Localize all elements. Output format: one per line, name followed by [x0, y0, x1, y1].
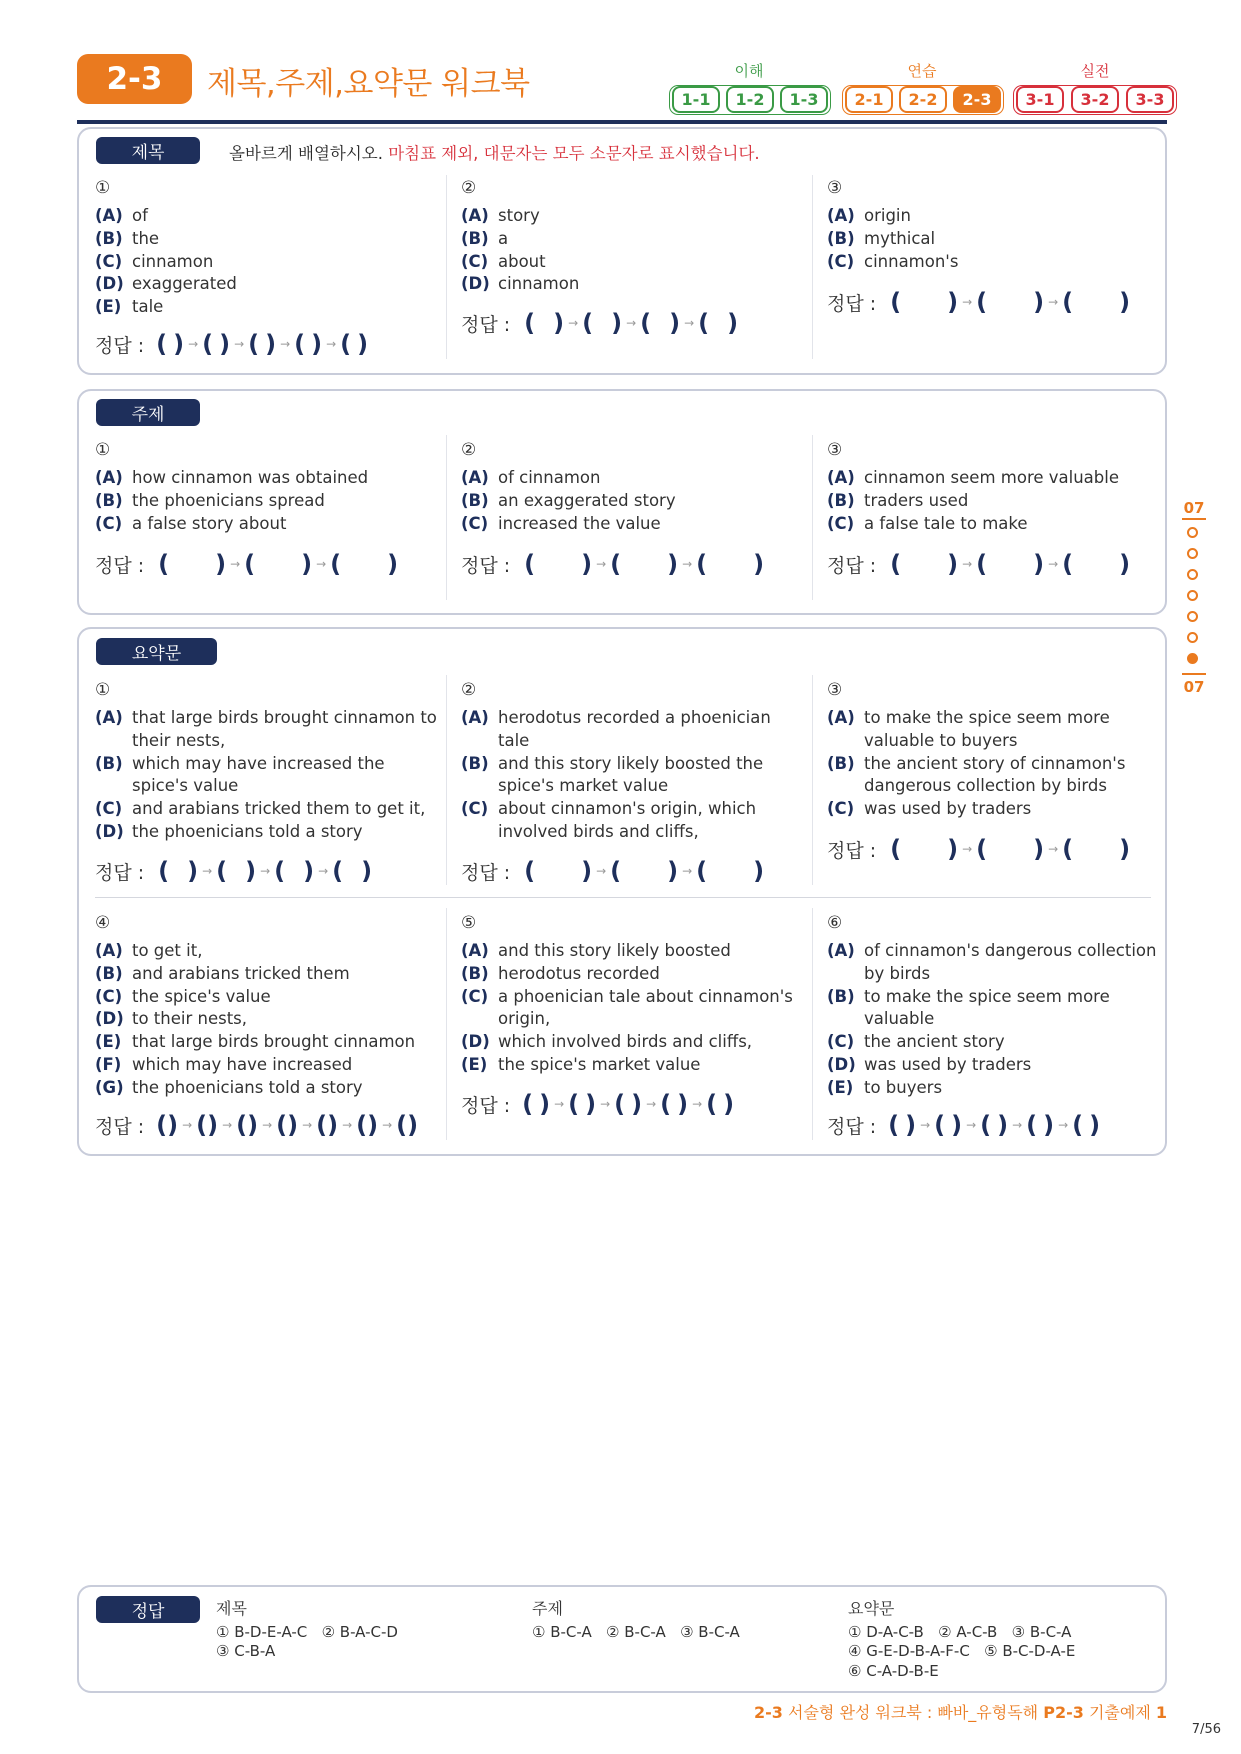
- answer-blanks[interactable]: 정답 : ( ) → ( ) → ( ): [95, 550, 399, 578]
- word-item: (A) story: [461, 206, 540, 225]
- word-item: (D) cinnamon: [461, 274, 580, 294]
- phrase-item: (F) which may have increased: [95, 1054, 353, 1074]
- phrase-item: (A) that large birds brought cinnamon to their nests,: [95, 708, 437, 750]
- word-item: (A) origin: [827, 206, 911, 225]
- nav-button-2-3[interactable]: 2-3: [953, 86, 1001, 113]
- phrase-item: (B) the phoenicians spread: [95, 490, 325, 510]
- phrase-item: (A) how cinnamon was obtained: [95, 468, 369, 487]
- instruction-note: 마침표 제외, 대문자는 모두 소문자로 표시했습니다.: [388, 144, 760, 163]
- phrase-item: (C) the ancient story: [827, 1032, 1005, 1052]
- phrase-item: (C) a false tale to make: [827, 513, 1028, 533]
- phrase-item: (C) about cinnamon's origin, which involved birds and cliffs,: [461, 799, 757, 841]
- word-item: (C) cinnamon's: [827, 251, 959, 271]
- section-label-topic: 주제: [96, 399, 200, 426]
- progress-dot: [1187, 569, 1198, 580]
- problem-number: ①: [95, 680, 111, 700]
- section-label-title: 제목: [96, 137, 200, 164]
- phrase-item: (B) herodotus recorded: [461, 963, 660, 983]
- nav-button-3-3[interactable]: 3-3: [1126, 86, 1174, 113]
- phrase-list: [95, 707, 438, 844]
- phrase-item: (C) increased the value: [461, 513, 661, 533]
- answer-blanks[interactable]: 정답 : ( ) → ( ) → ( ) → ( ) → ( ): [95, 330, 369, 358]
- problem-number: ②: [461, 178, 477, 198]
- phrase-item: (A) herodotus recorded a phoenician tale: [461, 708, 771, 750]
- side-rule: [1182, 673, 1206, 675]
- phrase-list: [95, 940, 438, 1100]
- nav-button-2-1[interactable]: 2-1: [845, 86, 893, 113]
- answer-key-line: ① B-C-A ② B-C-A ③ B-C-A: [532, 1623, 740, 1641]
- progress-dot: [1187, 632, 1198, 643]
- phrase-item: (C) the spice's value: [95, 986, 271, 1006]
- problem-number: ②: [461, 680, 477, 700]
- phrase-item: (B) and this story likely boosted the spice's market value: [461, 753, 764, 796]
- phrase-item: (D) to their nests,: [95, 1009, 248, 1029]
- phrase-item: (C) a phoenician tale about cinnamon's origin,: [461, 986, 793, 1029]
- answer-key-line: ③ C-B-A: [216, 1642, 276, 1660]
- answer-blanks[interactable]: 정답 : ( ) → ( ) → ( ): [827, 288, 1131, 316]
- phrase-item: (A) and this story likely boosted: [461, 941, 731, 960]
- word-list: [461, 205, 801, 296]
- phrase-item: (A) to make the spice seem more valuable to buyers: [827, 708, 1110, 750]
- progress-dot: [1187, 611, 1198, 622]
- nav-button-1-3[interactable]: 1-3: [780, 86, 828, 113]
- answer-blanks[interactable]: 정답 : ( ) → ( ) → ( ): [827, 550, 1131, 578]
- footer-source: 2-3 서술형 완성 워크북 : 빠바_유형독해 P2-3 기출예제 1: [754, 1703, 1167, 1722]
- column-divider: [812, 908, 813, 1140]
- phrase-item: (D) was used by traders: [827, 1054, 1032, 1074]
- phrase-item: (A) of cinnamon: [461, 468, 601, 487]
- instruction-main: 올바르게 배열하시오.: [229, 144, 383, 163]
- column-divider: [812, 675, 813, 885]
- problem-number: ⑤: [461, 913, 477, 933]
- column-divider: [812, 435, 813, 600]
- phrase-item: (G) the phoenicians told a story: [95, 1077, 363, 1097]
- phrase-item: (E) that large birds brought cinnamon: [95, 1032, 416, 1052]
- word-item: (E) tale: [95, 297, 164, 317]
- nav-button-1-1[interactable]: 1-1: [672, 86, 720, 113]
- phrase-item: (A) to get it,: [95, 941, 203, 960]
- phrase-list: [461, 467, 801, 535]
- group-label-understand: 이해: [734, 62, 764, 80]
- problem-number: ①: [95, 440, 111, 460]
- column-divider: [812, 175, 813, 359]
- word-list: [827, 205, 1167, 273]
- phrase-list: [461, 707, 804, 844]
- answer-key-line: ⑥ C-A-D-B-E: [848, 1662, 939, 1680]
- side-page-number: 07: [1183, 678, 1205, 696]
- phrase-item: (E) the spice's market value: [461, 1054, 701, 1074]
- lesson-badge: 2-3: [77, 54, 192, 104]
- phrase-item: (A) of cinnamon's dangerous collection by birds: [827, 941, 1157, 983]
- section-label-summary: 요약문: [96, 638, 217, 665]
- phrase-item: (B) which may have increased the spice's value: [95, 753, 385, 796]
- phrase-list: [827, 467, 1167, 535]
- answer-key-title: 요약문: [848, 1599, 895, 1618]
- column-divider: [446, 675, 447, 885]
- answer-key-line: ④ G-E-D-B-A-F-C ⑤ B-C-D-A-E: [848, 1642, 1076, 1660]
- phrase-list: [461, 940, 804, 1077]
- header-rule: [77, 120, 1167, 124]
- answer-key-line: ① D-A-C-B ② A-C-B ③ B-C-A: [848, 1623, 1072, 1641]
- phrase-item: (B) to make the spice seem more valuable: [827, 986, 1110, 1029]
- row-divider: [95, 897, 1151, 898]
- phrase-item: (E) to buyers: [827, 1077, 943, 1097]
- column-divider: [446, 175, 447, 359]
- phrase-list: [95, 467, 435, 535]
- problem-number: ③: [827, 178, 843, 198]
- progress-dot-active: [1187, 653, 1198, 664]
- word-item: (C) about: [461, 251, 546, 271]
- phrase-item: (B) and arabians tricked them: [95, 963, 350, 983]
- word-item: (A) of: [95, 206, 148, 225]
- column-divider: [446, 908, 447, 1140]
- nav-button-1-2[interactable]: 1-2: [726, 86, 774, 113]
- answer-key-title: 주제: [532, 1599, 563, 1618]
- phrase-item: (B) traders used: [827, 490, 969, 510]
- word-item: (B) mythical: [827, 228, 936, 248]
- page-number: 7/56: [1191, 1722, 1221, 1737]
- phrase-item: (C) was used by traders: [827, 799, 1032, 819]
- page-title: 제목,주제,요약문 워크북: [207, 66, 530, 102]
- answer-blanks[interactable]: 정답 : ( ) → ( ) → ( ) → ( ) → ( ): [827, 1111, 1101, 1139]
- side-rule: [1182, 518, 1206, 520]
- answer-key-label: 정답: [96, 1596, 200, 1623]
- nav-button-3-2[interactable]: 3-2: [1071, 86, 1119, 113]
- phrase-item: (A) cinnamon seem more valuable: [827, 468, 1119, 487]
- word-item: (C) cinnamon: [95, 251, 214, 271]
- progress-dot: [1187, 527, 1198, 538]
- group-label-practice: 연습: [907, 62, 937, 80]
- phrase-item: (B) an exaggerated story: [461, 490, 676, 510]
- answer-blanks[interactable]: 정답 : ( ) → ( ) → ( ): [827, 835, 1131, 863]
- word-item: (B) a: [461, 228, 509, 248]
- nav-button-2-2[interactable]: 2-2: [899, 86, 947, 113]
- problem-number: ③: [827, 440, 843, 460]
- progress-dot: [1187, 548, 1198, 559]
- answer-blanks[interactable]: 정답 : ( ) → ( ) → ( ): [461, 857, 765, 885]
- answer-blanks[interactable]: 정답 : ( ) → ( ) → ( ) → ( ) → ( ): [461, 1090, 735, 1118]
- phrase-list: [827, 707, 1157, 821]
- answer-key-title: 제목: [216, 1599, 247, 1618]
- instruction: [229, 140, 760, 164]
- problem-number: ②: [461, 440, 477, 460]
- phrase-list: [827, 940, 1157, 1100]
- word-item: (B) the: [95, 228, 160, 248]
- answer-blanks[interactable]: 정답 : ( ) → ( ) → ( ): [461, 550, 765, 578]
- phrase-item: (D) which involved birds and cliffs,: [461, 1032, 753, 1052]
- phrase-item: (C) and arabians tricked them to get it,: [95, 799, 426, 819]
- phrase-item: (D) the phoenicians told a story: [95, 821, 363, 841]
- word-item: (D) exaggerated: [95, 274, 237, 294]
- answer-blanks[interactable]: 정답 : ( ) → ( ) → ( ) → ( ): [461, 309, 739, 337]
- column-divider: [446, 435, 447, 600]
- nav-button-3-1[interactable]: 3-1: [1016, 86, 1064, 113]
- group-label-real: 실전: [1080, 62, 1110, 80]
- word-list: [95, 205, 435, 319]
- problem-number: ①: [95, 178, 111, 198]
- problem-number: ④: [95, 913, 111, 933]
- progress-dot: [1187, 590, 1198, 601]
- answer-key-line: ① B-D-E-A-C ② B-A-C-D: [216, 1623, 398, 1641]
- problem-number: ③: [827, 680, 843, 700]
- problem-number: ⑥: [827, 913, 843, 933]
- answer-blanks[interactable]: 정답 : ( ) → ( ) → ( ) → ( ): [95, 857, 373, 885]
- side-page-number: 07: [1183, 499, 1205, 517]
- phrase-item: (C) a false story about: [95, 513, 287, 533]
- phrase-item: (B) the ancient story of cinnamon's dangerous collection by birds: [827, 753, 1126, 796]
- answer-blanks[interactable]: 정답 : ( ) → ( ) → ( ) → ( ) → ( ) → ( ) → ( ): [95, 1111, 419, 1139]
